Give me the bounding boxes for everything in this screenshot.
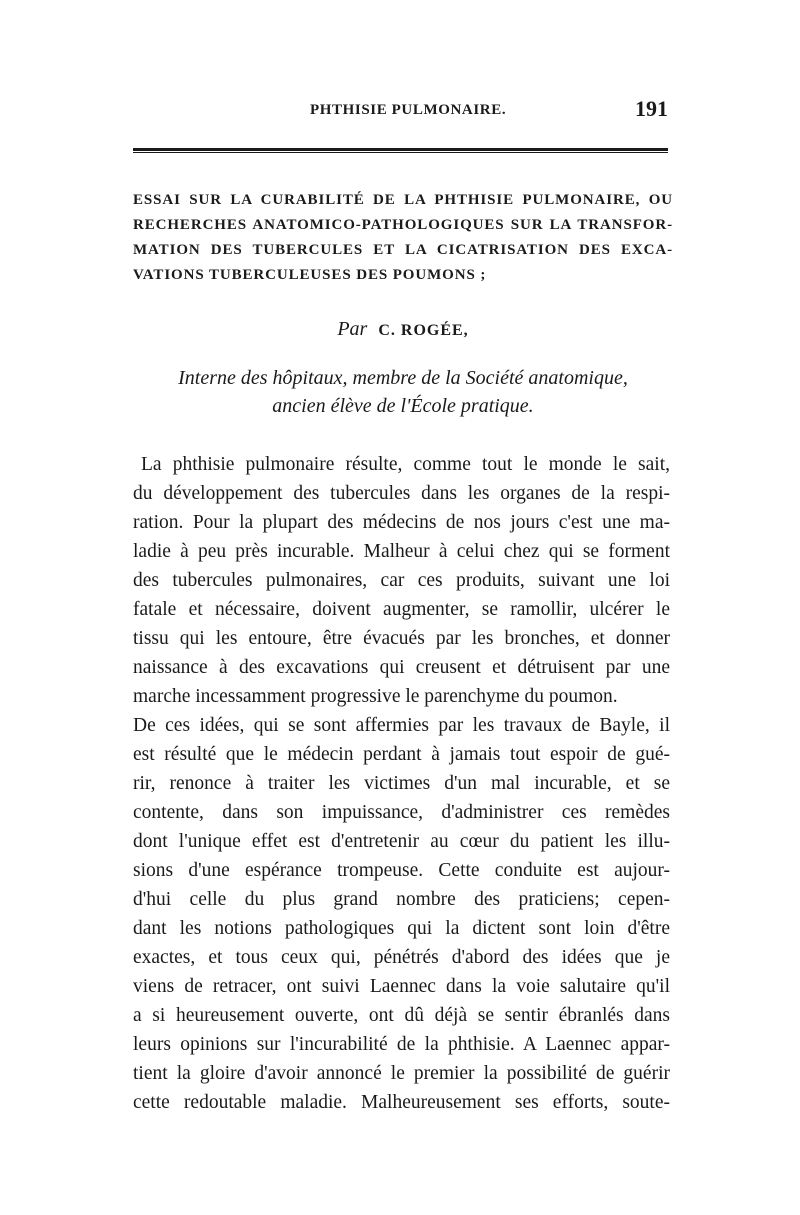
article-title bbox=[133, 188, 673, 288]
body-line: tient la gloire d'avoir annoncé le premier la possibilité de guérir bbox=[133, 1063, 670, 1084]
body-line: dont l'unique effet est d'entretenir au cœur du patient les illu- bbox=[133, 831, 670, 852]
body-line: ration. Pour la plupart des médecins de nos jours c'est une ma- bbox=[133, 512, 670, 533]
page-number: 191 bbox=[635, 96, 668, 121]
running-title: PHTHISIE PULMONAIRE. bbox=[310, 102, 507, 118]
body-line: d'hui celle du plus grand nombre des praticiens; cepen- bbox=[133, 889, 670, 910]
body-line: des tubercules pulmonaires, car ces produits, suivant une loi bbox=[133, 570, 670, 591]
body-line: ladie à peu près incurable. Malheur à celui chez qui se forment bbox=[133, 541, 670, 562]
body-line: contente, dans son impuissance, d'administrer ces remèdes bbox=[133, 802, 670, 823]
body-line: du développement des tubercules dans les organes de la respi- bbox=[133, 483, 670, 504]
author-name: C. ROGÉE, bbox=[378, 322, 469, 339]
body-line: marche incessamment progressive le parenchyme du poumon. bbox=[133, 686, 618, 707]
body-line: cette redoutable maladie. Malheureusement ses efforts, soute- bbox=[133, 1092, 670, 1113]
body-line: De ces idées, qui se sont affermies par les travaux de Bayle, il bbox=[133, 715, 670, 736]
title-line: RECHERCHES ANATOMICO-PATHOLOGIQUES SUR LA TRANSFOR- bbox=[133, 217, 673, 233]
body-line: La phthisie pulmonaire résulte, comme tout le monde le sait, bbox=[141, 454, 670, 475]
author-line bbox=[133, 318, 673, 341]
affiliation-line: ancien élève de l'École pratique. bbox=[272, 395, 534, 417]
author-affiliation bbox=[133, 364, 673, 420]
header-rule bbox=[133, 148, 668, 153]
body-line: viens de retracer, ont suivi Laennec dans la voie salutaire qu'il bbox=[133, 976, 670, 997]
body-line: leurs opinions sur l'incurabilité de la phthisie. A Laennec appar- bbox=[133, 1034, 670, 1055]
body-line: fatale et nécessaire, doivent augmenter, se ramollir, ulcérer le bbox=[133, 599, 670, 620]
title-line: VATIONS TUBERCULEUSES DES POUMONS ; bbox=[133, 267, 487, 283]
body-line: est résulté que le médecin perdant à jamais tout espoir de gué- bbox=[133, 744, 670, 765]
affiliation-line: Interne des hôpitaux, membre de la Société anatomique, bbox=[178, 367, 628, 389]
body-line: dant les notions pathologiques qui la dictent sont loin d'être bbox=[133, 918, 670, 939]
title-line: MATION DES TUBERCULES ET LA CICATRISATION DES EXCA- bbox=[133, 242, 673, 258]
body-line: naissance à des excavations qui creusent et détruisent par une bbox=[133, 657, 670, 678]
body-line: rir, renonce à traiter les victimes d'un mal incurable, et se bbox=[133, 773, 670, 794]
author-prefix: Par bbox=[337, 318, 368, 340]
body-line: tissu qui les entoure, être évacués par les bronches, et donner bbox=[133, 628, 670, 649]
body-line: a si heureusement ouverte, ont dû déjà se sentir ébranlés dans bbox=[133, 1005, 670, 1026]
title-line: ESSAI SUR LA CURABILITÉ DE LA PHTHISIE PULMONAIRE, OU bbox=[133, 192, 673, 208]
body-text bbox=[133, 450, 670, 1117]
body-line: sions d'une espérance trompeuse. Cette conduite est aujour- bbox=[133, 860, 670, 881]
body-line: exactes, et tous ceux qui, pénétrés d'abord des idées que je bbox=[133, 947, 670, 968]
running-head bbox=[130, 96, 670, 126]
